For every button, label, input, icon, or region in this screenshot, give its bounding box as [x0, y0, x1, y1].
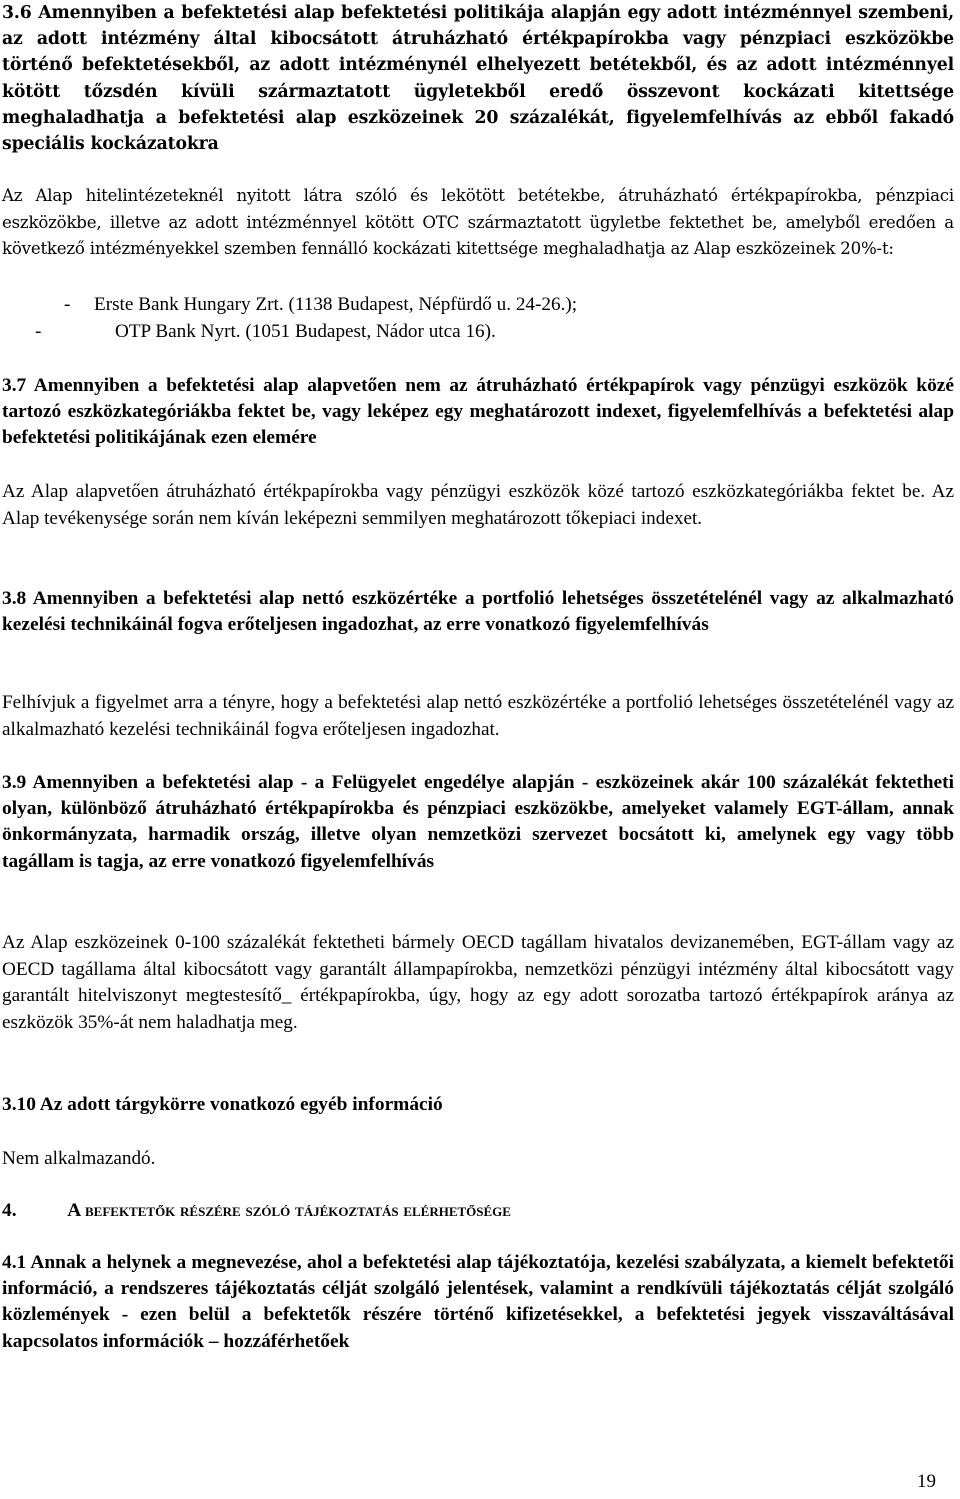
section-3-10-body: Nem alkalmazandó. — [2, 1148, 156, 1169]
bullet-dash: - — [64, 294, 71, 315]
section-3-7-heading: 3.7 Amennyiben a befektetési alap alapvetően nem az átruházható értékpapírok vagy pénzügyi eszközök közé tartozó eszközkategóriákba fektet be, vagy leképez egy meghatározott indexet, figyelemfelhívás a befektetési alap befektetési politikájának ezen elemére — [2, 375, 954, 449]
section-4-title-first: A — [67, 1200, 81, 1221]
section-3-8-body: Felhívjuk a figyelmet arra a tényre, hogy a befektetési alap nettó eszközértéke a portfolió lehetséges összetételénél vagy az alkalmazható kezelési technikáinál fogva erőteljesen ingadozhat. — [2, 692, 954, 740]
bullet-text: OTP Bank Nyrt. (1051 Budapest, Nádor utca 16). — [114, 321, 496, 342]
section-4-number: 4. — [2, 1200, 17, 1221]
section-3-6-heading: 3.6 Amennyiben a befektetési alap befektetési politikája alapján egy adott intézménnyel szembeni, az adott intézmény által kibocsátott átruházható értékpapírokba vagy pénzpiaci eszközökbe történő befektetésekből, az adott intézménynél elhelyezett betétekből, és az adott intézménnyel kötött tőzsdén kívüli származtatott ügyletekből eredő összevont kockázati kitettsége meghaladhatja a befektetési alap eszközeinek 20 százalékát, figyelemfelhívás az ebből fakadó speciális kockázatokra — [2, 3, 954, 155]
page-number: 19 — [917, 1471, 936, 1492]
section-4-1-heading: 4.1 Annak a helynek a megnevezése, ahol a befektetési alap tájékoztatója, kezelési szabályzata, a kiemelt befektetői információ, a rendszeres tájékoztatás célját szolgáló jelentések, valamint a rendkívüli tájékoztatás célját szolgáló közlemények - ezen belül a befektetők részére történő kifizetésekkel, a befektetési jegyek visszaváltásával kapcsolatos információk – hozzáférhetőek — [2, 1252, 954, 1352]
section-3-10-heading: 3.10 Az adott tárgykörre vonatkozó egyéb információ — [2, 1094, 443, 1115]
section-3-7-body: Az Alap alapvetően átruházható értékpapírokba vagy pénzügyi eszközök közé tartozó eszközkategóriákba fektet be. Az Alap tevékenysége során nem kíván leképezni semmilyen meghatározott tőkepiaci indexet. — [2, 481, 954, 529]
bullet-item — [35, 319, 496, 345]
section-3-8-heading: 3.8 Amennyiben a befektetési alap nettó eszközértéke a portfolió lehetséges összetételénél vagy az alkalmazható kezelési technikáinál fogva erőteljesen ingadozhat, az erre vonatkozó figyelemfelhívás — [2, 588, 954, 636]
section-3-9-heading: 3.9 Amennyiben a befektetési alap - a Felügyelet engedélye alapján - eszközeinek akár 100 százalékát fektetheti olyan, különböző átruházható értékpapírokba és pénzpiaci eszközökbe, amelyeket valamely EGT-állam, annak önkormányzata, harmadik ország, illetve olyan nemzetközi szervezet bocsátott ki, amelynek egy vagy több tagállam is tagja, az erre vonatkozó figyelemfelhívás — [2, 772, 954, 872]
section-4-heading — [2, 1198, 954, 1224]
bullet-text: Erste Bank Hungary Zrt. (1138 Budapest, Népfürdő u. 24-26.); — [93, 294, 578, 315]
bullet-dash: - — [35, 321, 42, 342]
section-4-title: befektetők részére szóló tájékoztatás elérhetősége — [84, 1200, 511, 1221]
bullet-item — [64, 292, 577, 318]
section-3-9-body: Az Alap eszközeinek 0-100 százalékát fektetheti bármely OECD tagállam hivatalos devizanemében, EGT-állam vagy az OECD tagállama által kibocsátott vagy garantált állampapírokba, nemzetközi pénzügyi intézmény által kibocsátott vagy garantált hitelviszonyt megtestesítő_ értékpapírokba, úgy, hogy az egy adott sorozatba tartozó értékpapírok aránya az eszközök 35%-át nem haladhatja meg. — [2, 932, 954, 1033]
section-3-6-body: Az Alap hitelintézeteknél nyitott látra szóló és lekötött betétekbe, átruházható értékpapírokba, pénzpiaci eszközökbe, illetve az adott intézménnyel kötött OTC származtatott ügyletbe fektethet be, amelyből eredően a következő intézményekkel szemben fennálló kockázati kitettsége meghaladhatja az Alap eszközeinek 20%-t: — [2, 186, 954, 259]
